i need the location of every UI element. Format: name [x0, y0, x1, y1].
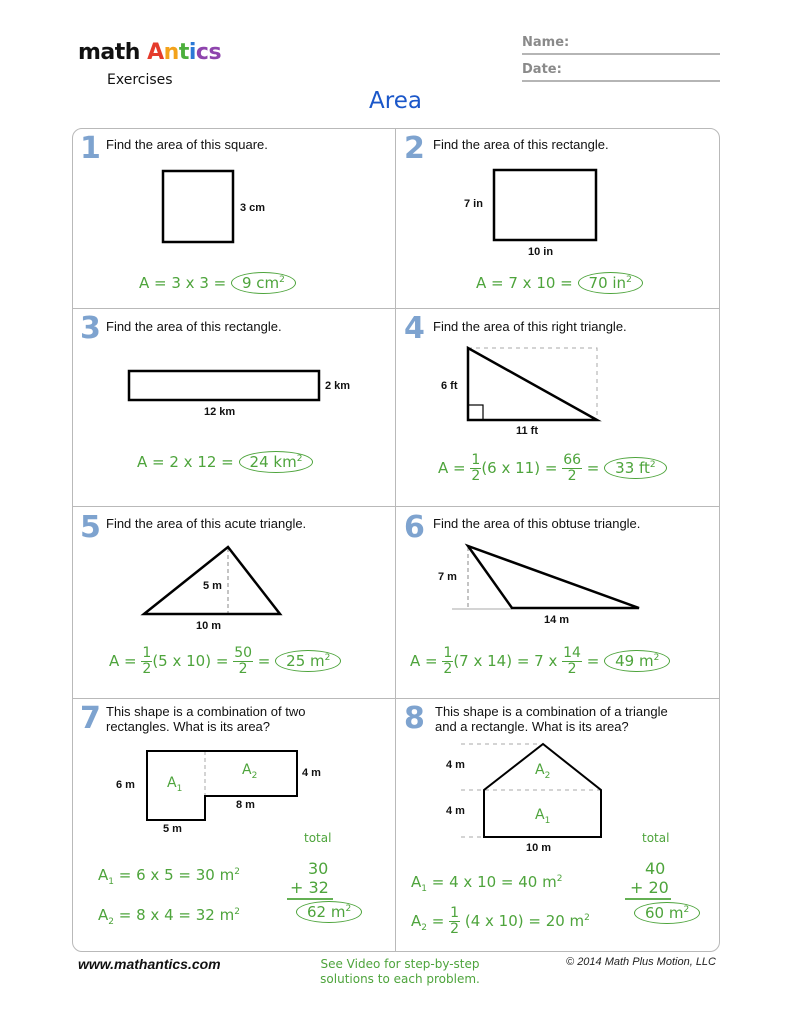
- name-field[interactable]: [522, 35, 720, 55]
- side-label: 12 km: [204, 406, 236, 418]
- answer-expression: (5 x 10) =: [152, 652, 229, 670]
- problem-question: Find the area of this right triangle.: [433, 319, 627, 334]
- problem-number: 8: [404, 701, 425, 736]
- grid-divider-horizontal: [72, 308, 720, 309]
- answer-result: 60 m: [645, 904, 684, 922]
- answer-circle: [231, 272, 296, 294]
- answer-prefix: A =: [438, 459, 466, 477]
- side-label: 7 in: [464, 198, 483, 210]
- region-letter: A: [242, 762, 252, 778]
- problem-question: Find the area of this obtuse triangle.: [433, 516, 641, 531]
- video-note: [290, 957, 510, 987]
- problem-question: Find the area of this rectangle.: [433, 137, 609, 152]
- fraction: [233, 646, 253, 677]
- side-label: 10 m: [526, 842, 552, 854]
- answer-expression: A = 2 x 12 =: [137, 453, 234, 471]
- name-label: Name:: [522, 35, 570, 50]
- logo-letter: i: [188, 40, 196, 65]
- area-subscript: 1: [108, 877, 114, 887]
- logo-letter: cs: [195, 40, 222, 65]
- grid-divider-horizontal: [72, 506, 720, 507]
- answer-exponent: 2: [279, 275, 285, 285]
- answer-circle: [275, 650, 341, 672]
- area-subscript: 1: [421, 884, 427, 894]
- logo-letter: n: [163, 40, 179, 65]
- area-expression: (4 x 10) = 20 m: [464, 912, 585, 930]
- area-exponent: 2: [584, 913, 590, 923]
- side-label: 4 m: [446, 805, 465, 817]
- side-label: 2 km: [325, 380, 351, 392]
- problem-question: Find the area of this square.: [106, 137, 268, 152]
- video-note-line: solutions to each problem.: [320, 972, 480, 986]
- answer-result: 24 km: [249, 453, 297, 471]
- sum-addend: + 32: [290, 878, 329, 897]
- region-letter: A: [167, 775, 177, 791]
- website-link[interactable]: www.mathantics.com: [78, 956, 221, 972]
- problem-number: 1: [80, 131, 101, 166]
- fraction-numerator: 1: [142, 645, 152, 661]
- date-field[interactable]: [522, 62, 720, 82]
- area-expression: = 4 x 10 = 40 m: [431, 873, 557, 891]
- area-exponent: 2: [234, 867, 240, 877]
- sum-top: 40: [645, 859, 666, 878]
- fraction-half: [470, 453, 481, 484]
- answer-result: 70 in: [588, 274, 627, 292]
- side-label: 5 m: [163, 823, 182, 835]
- answer-line-a2: [98, 906, 240, 927]
- fraction-numerator: 14: [563, 645, 581, 661]
- grid-divider-horizontal: [72, 698, 720, 699]
- answer-circle: [634, 902, 700, 924]
- side-label: 8 m: [236, 799, 255, 811]
- answer-line-a1: [411, 873, 562, 894]
- answer-prefix: A =: [410, 652, 438, 670]
- area-exponent: 2: [234, 907, 240, 917]
- fraction-half: [141, 646, 152, 677]
- area-letter: A: [98, 906, 109, 924]
- side-label: 3 cm: [240, 202, 266, 214]
- grid-divider-vertical: [395, 128, 396, 952]
- region-label-a1: [535, 807, 550, 826]
- answer-exponent: 2: [683, 905, 690, 915]
- logo-word-math: math: [78, 40, 140, 65]
- side-label: 6 m: [116, 779, 135, 791]
- answer-total: [296, 901, 362, 923]
- area-expression: = 8 x 4 = 32 m: [118, 906, 235, 924]
- answer-circle: [578, 272, 643, 294]
- fraction-denominator: 2: [567, 661, 577, 677]
- fraction-denominator: 2: [471, 468, 481, 484]
- fraction-numerator: 50: [234, 645, 253, 661]
- answer-exponent: 2: [345, 904, 352, 914]
- answer-expression: (6 x 11) =: [481, 459, 558, 477]
- answer-circle: [239, 451, 314, 473]
- fraction-denominator: 2: [450, 921, 460, 937]
- equals-sign: =: [586, 652, 600, 670]
- height-label: 7 m: [438, 571, 457, 583]
- problem-question: Find the area of this rectangle.: [106, 319, 282, 334]
- fraction-denominator: 2: [142, 661, 152, 677]
- problem-number: 2: [404, 131, 425, 166]
- area-expression: = 6 x 5 = 30 m: [118, 866, 235, 884]
- answer-expression: A = 3 x 3 =: [139, 274, 227, 292]
- area-letter: A: [98, 866, 109, 884]
- region-subscript: 2: [251, 770, 258, 781]
- height-label: 5 m: [203, 580, 222, 592]
- fraction-denominator: 2: [443, 661, 453, 677]
- answer-result: 25 m: [286, 652, 325, 670]
- equals-sign: =: [257, 652, 271, 670]
- side-label: 6 ft: [441, 380, 458, 392]
- sum-line: [0, 0, 1, 1]
- equals-sign: =: [586, 459, 600, 477]
- fraction-numerator: 66: [563, 452, 582, 468]
- answer-circle: [604, 457, 667, 479]
- answer-circle: [604, 650, 670, 672]
- page-title: Area: [369, 88, 422, 114]
- answer-work: [137, 451, 313, 473]
- answer-exponent: 2: [653, 653, 660, 663]
- answer-result: 9 cm: [241, 274, 280, 292]
- sum-top: 30: [308, 859, 329, 878]
- answer-work: [139, 272, 296, 294]
- answer-work: [410, 646, 670, 677]
- logo-letter: A: [147, 40, 164, 65]
- answer-exponent: 2: [324, 653, 331, 663]
- problem-question: [435, 704, 668, 734]
- fraction: [562, 453, 582, 484]
- fraction-denominator: 2: [238, 661, 248, 677]
- question-line: This shape is a combination of a triangle: [435, 704, 668, 719]
- question-line: rectangles. What is its area?: [106, 719, 271, 734]
- answer-expression: (7 x 14) = 7 x: [453, 652, 558, 670]
- answer-circle: [296, 901, 362, 923]
- region-subscript: 2: [544, 770, 551, 781]
- answer-result: 33 ft: [615, 459, 650, 477]
- answer-exponent: 2: [296, 454, 303, 464]
- total-label: total: [304, 831, 332, 845]
- fraction-numerator: 1: [450, 905, 460, 921]
- side-label: 11 ft: [516, 425, 539, 437]
- area-letter: A: [411, 873, 422, 891]
- base-label: 10 m: [196, 620, 222, 632]
- area-subscript: 2: [108, 917, 114, 927]
- problem-question: [106, 704, 305, 734]
- question-line: and a rectangle. What is its area?: [435, 719, 629, 734]
- region-label-a2: [535, 762, 550, 781]
- answer-work: [109, 646, 341, 677]
- answer-line-a2: [411, 906, 590, 937]
- region-label-a2: [242, 762, 257, 781]
- total-label: total: [642, 831, 670, 845]
- fraction-half: [449, 906, 460, 937]
- answer-result: 49 m: [615, 652, 654, 670]
- problem-number: 5: [80, 510, 101, 545]
- answer-result: 62 m: [307, 903, 346, 921]
- equals-sign: =: [431, 912, 445, 930]
- region-subscript: 1: [176, 783, 183, 794]
- math-antics-logo: [78, 40, 221, 65]
- fraction-denominator: 2: [567, 468, 577, 484]
- area-letter: A: [411, 912, 422, 930]
- answer-line-a1: [98, 866, 240, 887]
- fraction-numerator: 1: [471, 452, 481, 468]
- problem-question: Find the area of this acute triangle.: [106, 516, 307, 531]
- question-line: This shape is a combination of two: [106, 704, 306, 719]
- area-subscript: 2: [421, 923, 427, 933]
- side-label: 4 m: [302, 767, 321, 779]
- region-letter: A: [535, 807, 545, 823]
- answer-exponent: 2: [649, 460, 656, 470]
- logo-letter: t: [178, 40, 189, 65]
- side-label: 4 m: [446, 759, 465, 771]
- area-exponent: 2: [556, 874, 563, 884]
- logo-subtitle: Exercises: [107, 72, 173, 88]
- answer-exponent: 2: [626, 275, 632, 285]
- fraction: [562, 646, 582, 677]
- copyright: © 2014 Math Plus Motion, LLC: [566, 956, 716, 968]
- video-note-line: See Video for step-by-step: [320, 957, 480, 971]
- region-label-a1: [167, 775, 182, 794]
- problem-number: 3: [80, 311, 101, 346]
- region-letter: A: [535, 762, 545, 778]
- date-label: Date:: [522, 62, 562, 77]
- problem-number: 4: [404, 311, 425, 346]
- problem-number: 6: [404, 510, 425, 545]
- answer-total: [634, 902, 700, 924]
- base-label: 14 m: [544, 614, 570, 626]
- logo-word-antics: [147, 40, 221, 65]
- region-subscript: 1: [544, 815, 551, 826]
- side-label: 10 in: [528, 246, 554, 258]
- fraction-half: [442, 646, 453, 677]
- answer-work: [476, 272, 643, 294]
- answer-prefix: A =: [109, 652, 137, 670]
- fraction-numerator: 1: [443, 645, 453, 661]
- problem-number: 7: [80, 701, 101, 736]
- sum-addend: + 20: [630, 878, 669, 897]
- answer-work: [438, 453, 667, 484]
- answer-expression: A = 7 x 10 =: [476, 274, 573, 292]
